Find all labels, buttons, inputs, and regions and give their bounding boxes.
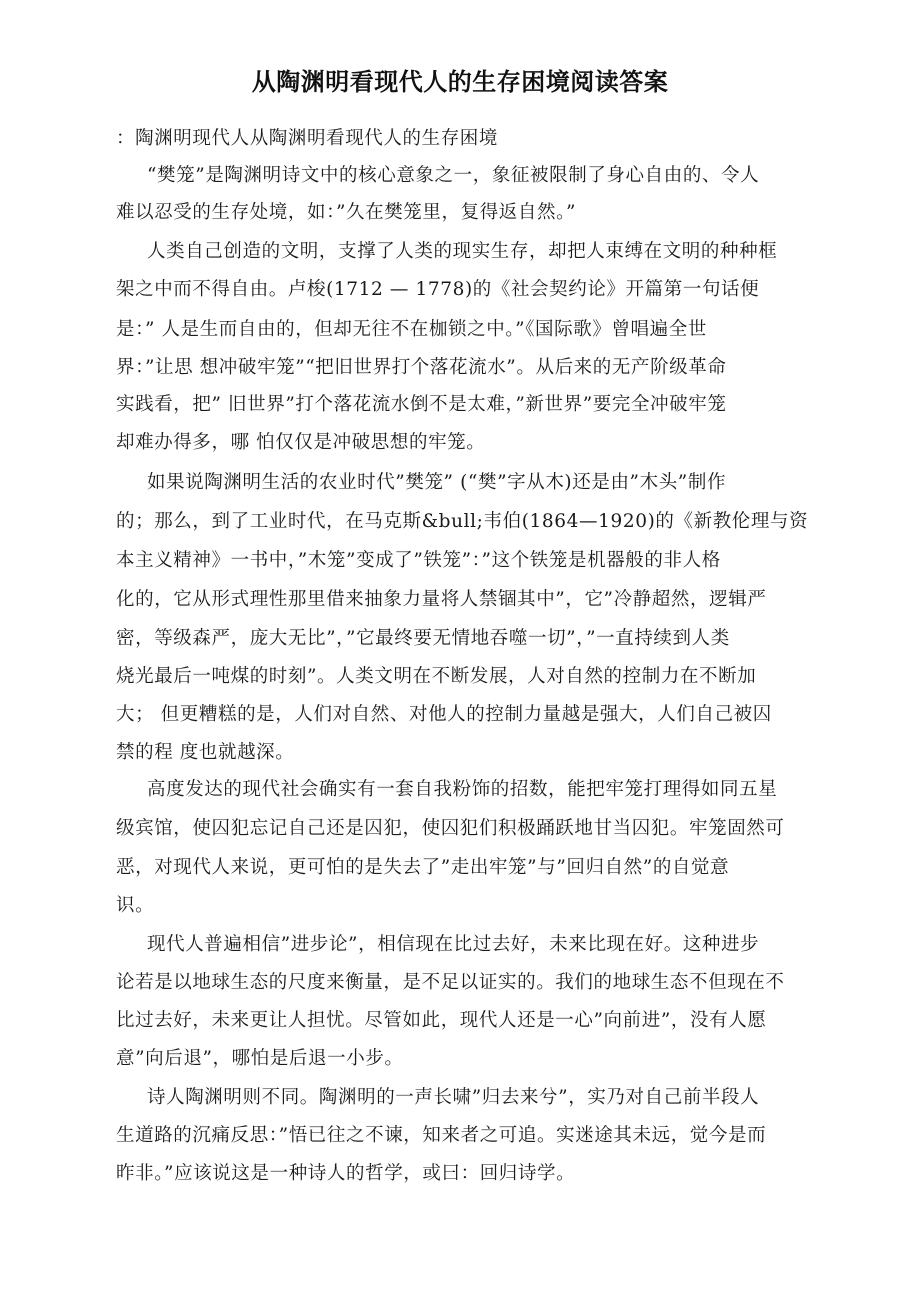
text-line: 级宾馆，使囚犯忘记自己还是囚犯，使囚犯们积极踊跃地甘当囚犯。牢笼固然可 (116, 818, 785, 839)
text-line: 禁的程 度也就越深。 (116, 742, 295, 763)
text-line: 化的，它从形式理性那里借来抽象力量将人禁锢其中”，它”冷静超然，逻辑严 (116, 589, 767, 610)
text-line: 密，等级森严，庞大无比”，”它最终要无情地吞噬一切”，”一直持续到人类 (116, 628, 730, 649)
text-line: 烧光最后一吨煤的时刻”。人类文明在不断发展，人对自然的控制力在不断加 (116, 666, 757, 687)
text-line: 是：” 人是生而自由的，但却无往不在枷锁之中。”《国际歌》曾唱遍全世 (116, 319, 707, 340)
text-line: 恶，对现代人来说，更可怕的是失去了”走出牢笼”与”回归自然”的自觉意 (116, 857, 730, 878)
text-line: 如果说陶渊明生活的农业时代”樊笼” (“樊”字从木)还是由”木头”制作 (147, 472, 727, 493)
text-line: 论若是以地球生态的尺度来衡量，是不足以证实的。我们的地球生态不但现在不 (116, 972, 785, 993)
subtitle-line: ：陶渊明现代人从陶渊明看现代人的生存困境 (116, 128, 499, 149)
text-line: 识。 (116, 895, 155, 916)
text-line: 的；那么，到了工业时代，在马克斯&bull;韦伯(1864—1920)的《新教伦理与资 (116, 511, 809, 532)
text-line: 难以忍受的生存处境，如：”久在樊笼里，复得返自然。” (116, 202, 577, 223)
text-line: 人类自己创造的文明，支撑了人类的现实生存，却把人束缚在文明的种种框 (147, 241, 778, 262)
text-line: 本主义精神》一书中，”木笼”变成了”铁笼”：”这个铁笼是机器般的非人格 (116, 550, 721, 571)
text-line: 实践看，把” 旧世界”打个落花流水倒不是太难，”新世界”要完全冲破牢笼 (116, 394, 727, 415)
text-line: 高度发达的现代社会确实有一套自我粉饰的招数，能把牢笼打理得如同五星 (147, 779, 778, 800)
text-line: 现代人普遍相信”进步论”，相信现在比过去好，未来比现在好。这种进步 (147, 934, 760, 955)
text-line: 诗人陶渊明则不同。陶渊明的一声长啸”归去来兮”，实乃对自己前半段人 (147, 1087, 760, 1108)
text-line: 架之中而不得自由。卢梭(1712 — 1778)的《社会契约论》开篇第一句话便 (116, 279, 760, 300)
text-line: 昨非。”应该说这是一种诗人的哲学，或曰：回归诗学。 (116, 1163, 576, 1184)
text-line: 生道路的沉痛反思：”悟已往之不谏，知来者之可追。实迷途其未远，觉今是而 (116, 1125, 767, 1146)
text-line: 比过去好，未来更让人担忧。尽管如此，现代人还是一心”向前进”，没有人愿 (116, 1010, 767, 1031)
text-line: “樊笼”是陶渊明诗文中的核心意象之一，象征被限制了身心自由的、令人 (147, 165, 760, 186)
text-line: 界：”让思 想冲破牢笼”“把旧世界打个落花流水”。从后来的无产阶级革命 (116, 357, 727, 378)
text-line: 大； 但更糟糕的是，人们对自然、对他人的控制力量越是强大，人们自己被囚 (116, 704, 772, 725)
text-line: 却难办得多，哪 怕仅仅是冲破思想的牢笼。 (116, 432, 486, 453)
text-line: 意”向后退”，哪怕是后退一小步。 (116, 1048, 404, 1069)
document-title: 从陶渊明看现代人的生存困境阅读答案 (251, 68, 669, 96)
